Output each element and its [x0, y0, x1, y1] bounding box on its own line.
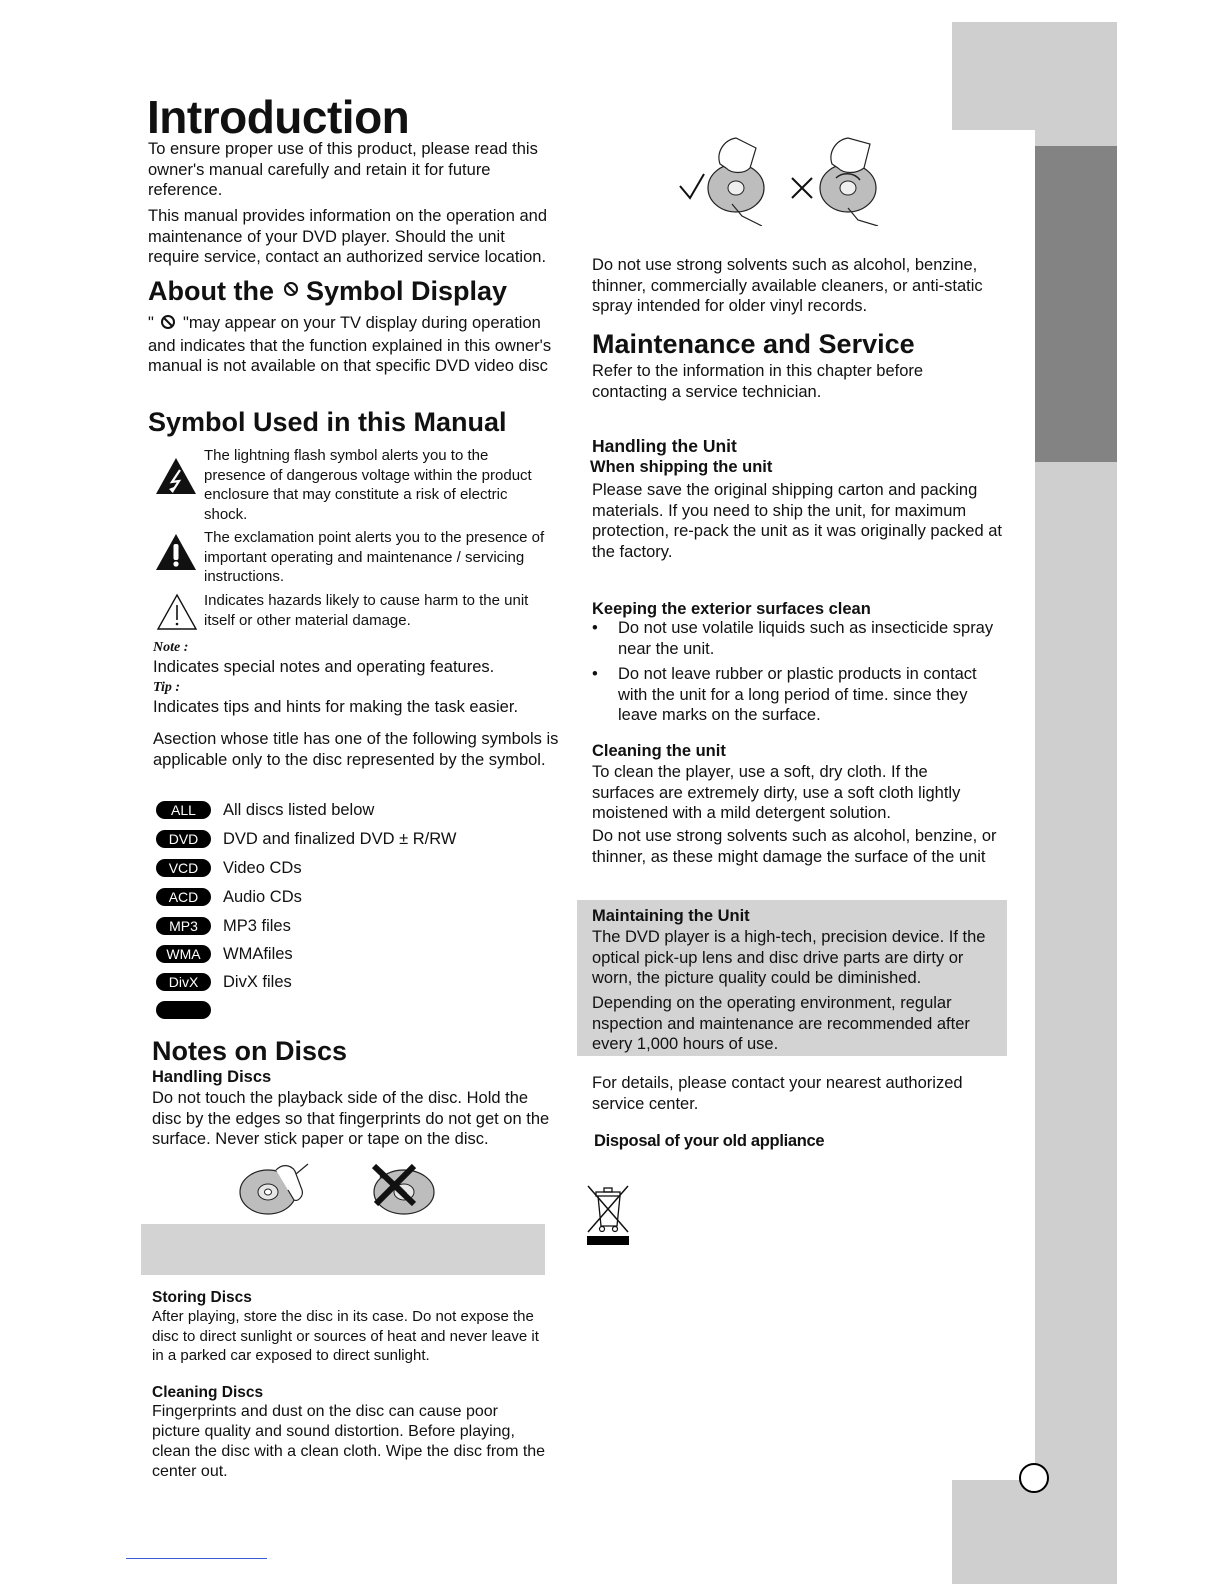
side-tab-light-bottom	[952, 1480, 1117, 1584]
about-symbol-title-prefix: About the	[148, 276, 274, 306]
about-symbol-open-quote: "	[148, 314, 154, 332]
disc-type-vcd	[156, 857, 302, 879]
disc-label-dvd: DVD and finalized DVD ± R/RW	[223, 829, 457, 848]
disc-type-mp3	[156, 915, 291, 937]
hazard-text: Indicates hazards likely to cause harm to the unit itself or other material damage.	[204, 592, 529, 629]
disc-badge-mp3: MP3	[156, 917, 211, 935]
exterior-clean-title: Keeping the exterior surfaces clean	[592, 600, 871, 618]
cleaning-unit-p2: Do not use strong solvents such as alcohol, benzine, or thinner, as these might damage the surface of the unit	[592, 827, 997, 866]
section-symbols-text: Asection whose title has one of the following symbols is applicable only to the disc represented by the symbol.	[153, 730, 559, 769]
shipping-unit-text: Please save the original shipping carton and packing materials. If you need to ship the unit, for maximum protection, re-pack the unit as it was originally packed at the factory.	[592, 481, 1002, 561]
maintenance-service-text: Refer to the information in this chapter before contacting a service technician.	[592, 362, 924, 401]
disc-label-divx: DivX files	[223, 972, 292, 991]
disc-badge-blank	[156, 1001, 211, 1019]
cleaning-unit-p1: To clean the player, use a soft, dry cloth. If the surfaces are extremely dirty, use a soft cloth lightly moistened with a mild detergent solution.	[592, 763, 961, 822]
disposal-title: Disposal of your old appliance	[594, 1132, 825, 1150]
cleaning-unit-title: Cleaning the unit	[592, 742, 726, 760]
storing-discs-title: Storing Discs	[152, 1289, 252, 1306]
lightning-warning-icon	[154, 456, 198, 501]
footer-link-line	[126, 1558, 267, 1559]
maintenance-service-title: Maintenance and Service	[592, 329, 915, 359]
handling-discs-text: Do not touch the playback side of the disc. Hold the disc by the edges so that fingerprints do not get on the surface. Never stick paper or tape on the disc.	[152, 1089, 550, 1148]
disc-label-all: All discs listed below	[223, 800, 375, 819]
disc-badge-vcd: VCD	[156, 859, 211, 877]
notes-discs-title: Notes on Discs	[152, 1036, 348, 1066]
side-tab-dark	[1035, 146, 1117, 462]
disc-label-vcd: Video CDs	[223, 858, 302, 877]
lightning-text: The lightning flash symbol alerts you to the presence of dangerous voltage within the product enclosure that may constitute a risk of electric shock.	[204, 447, 532, 523]
maintaining-unit-p1: The DVD player is a high-tech, precision device. If the optical pick-up lens and disc drive parts are dirty or worn, the picture quality could be diminished.	[592, 928, 986, 987]
hold-disc-correct-icon	[236, 1160, 316, 1223]
disc-type-acd	[156, 886, 302, 908]
note-label: Note :	[153, 640, 189, 655]
intro-paragraph-2: This manual provides information on the operation and maintenance of your DVD player. Should the unit require service, contact an authorized service location.	[148, 207, 547, 266]
maintaining-unit-p2: Depending on the operating environment, regular nspection and maintenance are recommended after every 1,000 hours of use.	[592, 994, 970, 1053]
disc-label-wma: WMAfiles	[223, 944, 293, 963]
cleaning-discs-text: Fingerprints and dust on the disc can cause poor picture quality and sound distortion. Before playing, clean the disc with a clean cloth. Wipe the disc from the center out.	[152, 1403, 546, 1480]
lightning-symbol-row	[150, 446, 550, 526]
exterior-clean-list	[592, 618, 1000, 731]
disc-type-dvd	[156, 828, 456, 850]
disc-badge-divx: DivX	[156, 973, 211, 991]
prohibited-inline-icon	[160, 314, 176, 336]
hold-disc-wrong-icon	[366, 1160, 438, 1223]
about-symbol-text: "may appear on your TV display during operation and indicates that the function explained in this owner's manual is not available on that specific DVD video disc	[148, 314, 552, 375]
disc-badge-acd: ACD	[156, 888, 211, 906]
disc-type-divx	[156, 971, 292, 993]
disc-type-all	[156, 799, 374, 821]
exclamation-warning-icon	[154, 532, 198, 577]
disc-badge-dvd: DVD	[156, 830, 211, 848]
gray-box-left	[141, 1224, 545, 1275]
intro-paragraph-1: To ensure proper use of this product, please read this owner's manual carefully and retain it for future reference.	[148, 140, 538, 199]
exterior-bullet-1: • Do not use volatile liquids such as insecticide spray near the unit.	[592, 618, 1000, 659]
hazard-symbol-row	[150, 591, 550, 633]
disc-type-blank	[156, 999, 211, 1021]
hazard-caution-icon	[156, 593, 198, 636]
exclamation-symbol-row	[150, 528, 550, 588]
handling-unit-title: Handling the Unit	[592, 436, 737, 456]
disc-badge-wma: WMA	[156, 945, 211, 963]
tip-text: Indicates tips and hints for making the task easier.	[153, 698, 519, 716]
symbols-manual-title: Symbol Used in this Manual	[148, 407, 507, 437]
wipe-disc-correct-icon	[676, 134, 772, 231]
page-number-circle	[1019, 1463, 1049, 1493]
cleaning-discs-title: Cleaning Discs	[152, 1384, 264, 1401]
maintaining-unit-title: Maintaining the Unit	[592, 907, 750, 925]
disc-label-acd: Audio CDs	[223, 887, 302, 906]
details-contact-text: For details, please contact your nearest authorized service center.	[592, 1074, 963, 1113]
disc-type-wma	[156, 943, 293, 965]
handling-discs-title: Handling Discs	[152, 1068, 272, 1086]
page-title: Introduction	[147, 91, 410, 143]
storing-discs-text: After playing, store the disc in its case. Do not expose the disc to direct sunlight or sources of heat and never leave it in a parked car exposed to direct sunlight.	[152, 1308, 539, 1364]
solvents-warning-text: Do not use strong solvents such as alcohol, benzine, thinner, commercially available cleaners, or anti-static spray intended for older vinyl records.	[592, 256, 983, 315]
exterior-bullet-2: • Do not leave rubber or plastic products in contact with the unit for a long period of time. since they leave marks on the surface.	[592, 664, 1000, 726]
disc-label-mp3: MP3 files	[223, 916, 291, 935]
wipe-disc-wrong-icon	[788, 134, 884, 231]
prohibited-symbol-icon	[283, 281, 299, 302]
note-text: Indicates special notes and operating features.	[153, 658, 495, 676]
exclamation-text: The exclamation point alerts you to the presence of important operating and maintenance / servicing instructions.	[204, 529, 545, 585]
about-symbol-body	[148, 313, 560, 377]
tip-label: Tip :	[153, 680, 181, 695]
disc-badge-all: ALL	[156, 801, 211, 819]
about-symbol-heading	[148, 278, 507, 305]
shipping-unit-title: When shipping the unit	[590, 458, 773, 476]
about-symbol-title-suffix: Symbol Display	[305, 276, 508, 306]
weee-crossed-bin-icon	[584, 1180, 634, 1253]
